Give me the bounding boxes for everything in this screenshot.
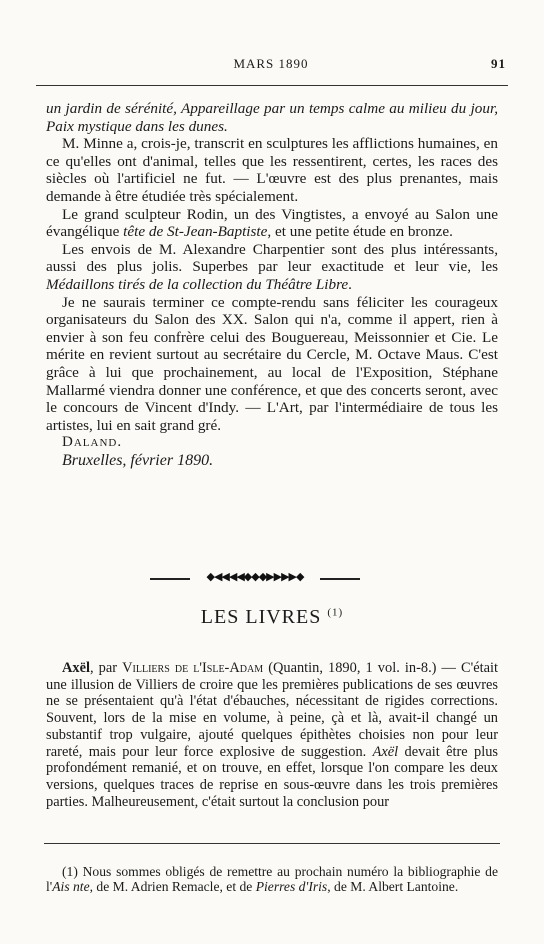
text-run: (1) Nous sommes obligés de remettre au prochain numéro la bibliographie de l' [46, 863, 498, 895]
ornament-line-right [320, 578, 360, 580]
section-title [0, 606, 544, 629]
book-review [46, 660, 498, 810]
text-run: tête de St-Jean-Baptiste [123, 223, 268, 241]
text-run: , par [89, 660, 123, 676]
text-run: Villiers de l'Isle-Adam [122, 660, 264, 676]
paragraph [46, 206, 498, 241]
footnote-rule [44, 843, 500, 844]
ornament-divider [150, 570, 360, 588]
paragraph [46, 294, 498, 435]
text-run: Les envois de M. Alexandre Charpentier sont des plus intéressants, aussi des plus jolis. Superbes par leur exactitude et leur vie, les [46, 240, 498, 276]
header-title: MARS 1890 [233, 56, 309, 71]
paragraph [46, 241, 498, 294]
dateline: Bruxelles, février 1890. [62, 451, 214, 469]
text-run: M. Minne a, crois-je, transcrit en sculptures les afflictions humaines, en ce qu'elles ont d'animal, telles que les ressentirent, certes, les races des siècles où l'artificiel ne fut. — L'œuvre est des plus prenantes, mais demande à être étudiée très spécialement. [46, 135, 498, 205]
text-run: devait être plus profondément remanié, et on trouve, en effet, lorsque l'on compare les deux versions, quelques traces de reprise en sous-œuvre dans les trois premières parties. Malheureusement, c'était surtout la conclusion pour [46, 743, 498, 810]
running-head [36, 56, 506, 78]
text-run: , de M. Adrien Remacle, et de [89, 879, 256, 895]
footnote [46, 864, 498, 895]
text-run: , de M. Albert Lantoine. [327, 879, 459, 895]
paragraphs [46, 100, 498, 434]
ornament-line-left [150, 578, 190, 580]
text-run: (Quantin, 1890, 1 vol. in-8.) — C'était une illusion de Villiers de croire que les premières publications de ses œuvres ne se présentaient qu'à l'état d'ébauches, nécessitant de rigides corrections. Souvent, lors de la mise en volume, à peine, çà et là, avait-il changé un substantif trop vulgaire, ajouté quelques épithètes choisies non pour leur rareté, mais pour leur force explosive de suggestion. [46, 660, 499, 760]
page-number: 91 [491, 56, 506, 71]
text-run: Ais nte [52, 879, 90, 895]
text-run: Médaillons tirés de la collection du Théâtre Libre [46, 275, 349, 293]
text-run: un jardin de sérénité, Appareillage par un temps calme au milieu du jour, Paix mystique dans les dunes. [46, 100, 498, 135]
text-run: Le grand sculpteur Rodin, un des Vingtistes, a envoyé au Salon une évangélique [46, 205, 498, 241]
paragraph [46, 135, 498, 205]
text-run: , et une petite étude en bronze. [267, 223, 453, 241]
text-run: Pierres d'Iris [255, 879, 328, 895]
paragraph [46, 100, 498, 135]
section-title-text: LES LIVRES [200, 606, 322, 628]
header-rule [36, 85, 508, 86]
text-run: Je ne saurais terminer ce compte-rendu sans féliciter les courageux organisateurs du Salon des XX. Salon qui n'a, comme il appert, rien à envier à son feu confrère celui des Bouguereau, Meissonnier et Cie. Le mérite en revient surtout au secrétaire du Cercle, M. Octave Maus. C'est grâce à lui que prochainement, au local de l'Exposition, Stéphane Mallarmé viendra donner une conférence, et que des concerts seront, avec le concours de Vincent d'Indy. — L'Art, par l'intermédiaire de tous les artistes, lui en sait grand gré. [46, 293, 498, 434]
ornament-glyphs: ◆◀◀◀◀◆◆◆▶▶▶▶◆ [206, 571, 304, 583]
review-paragraph [46, 660, 498, 810]
text-run: Axël [372, 743, 399, 760]
text-run: . [348, 275, 352, 293]
article-continuation [46, 100, 498, 469]
text-run: Axël [62, 660, 90, 676]
section-note-mark: (1) [327, 606, 344, 619]
signature: Daland. [62, 434, 123, 451]
